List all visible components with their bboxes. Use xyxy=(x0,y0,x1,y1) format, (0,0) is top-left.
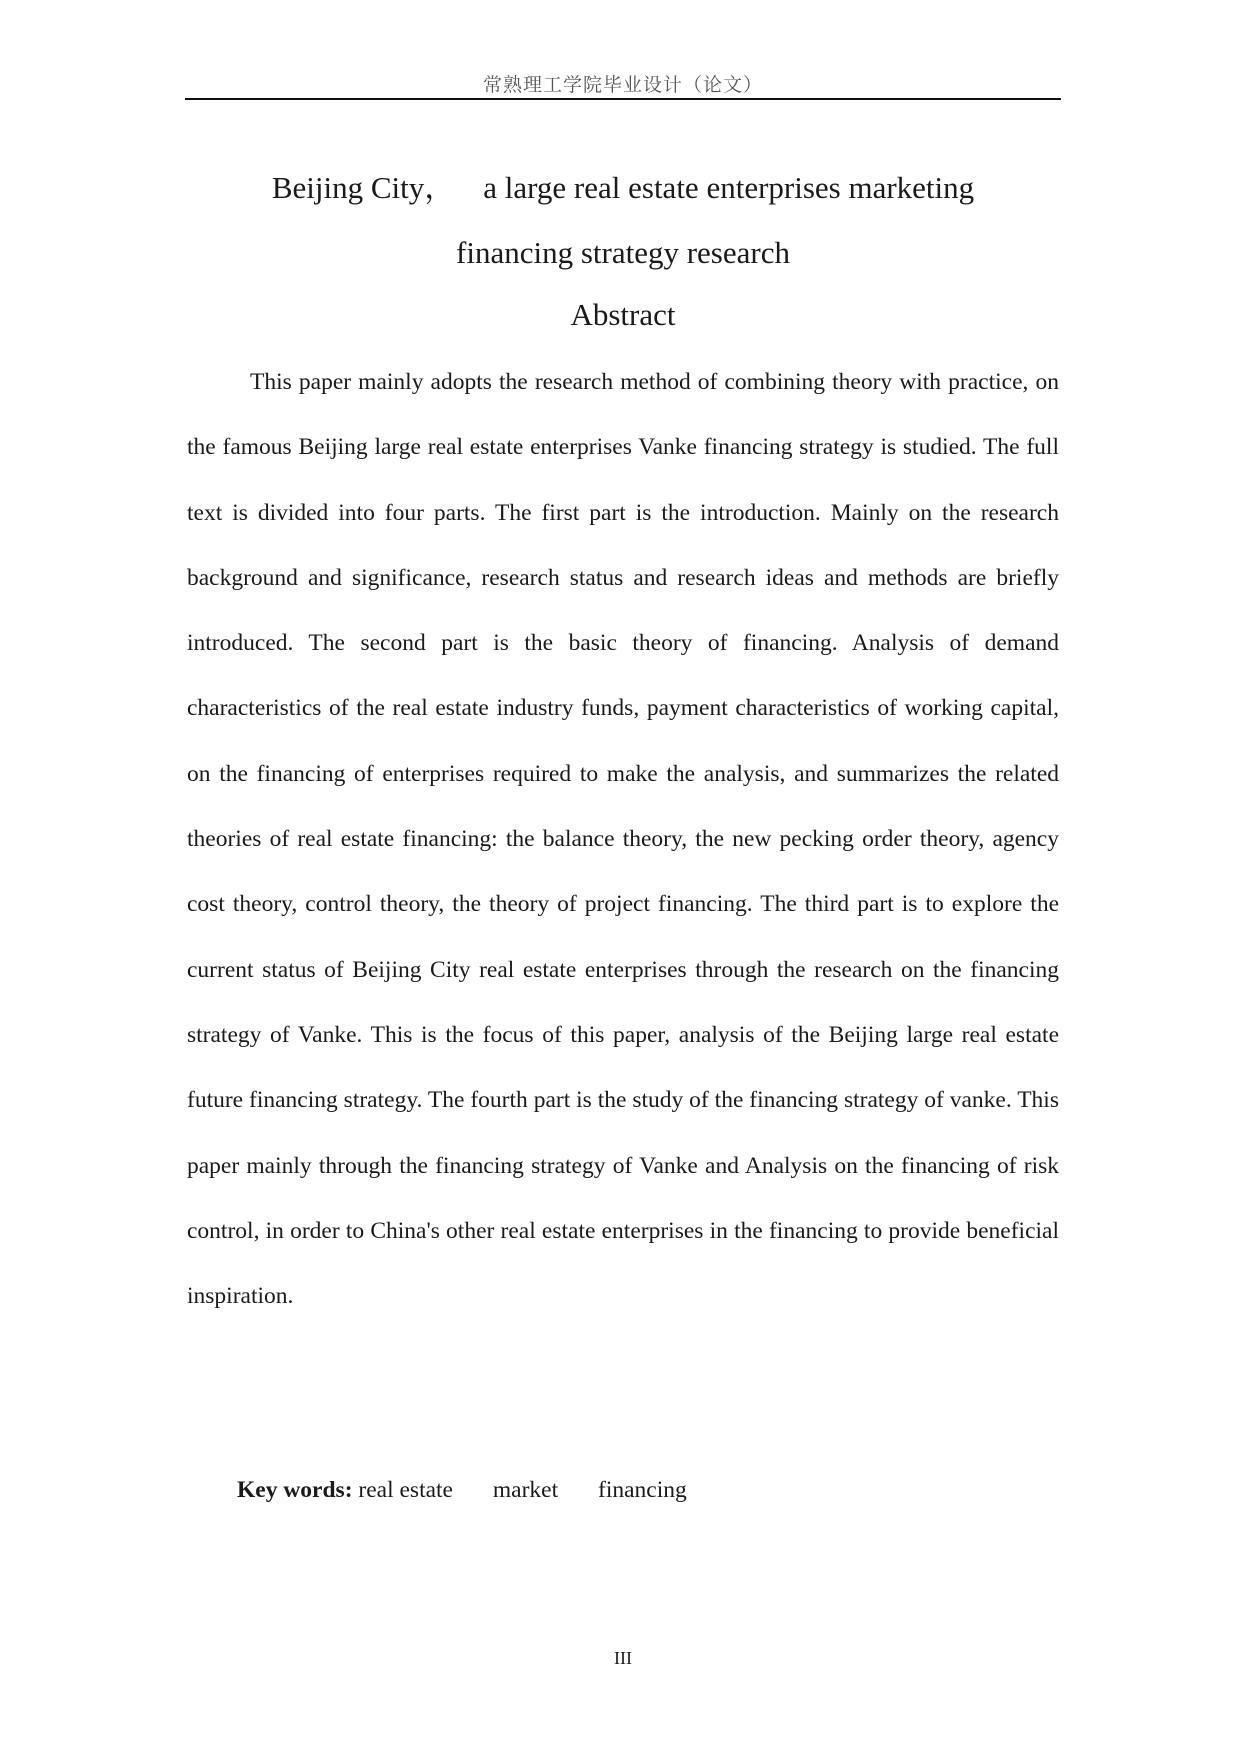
abstract-body: This paper mainly adopts the research method of combining theory with practice, on the famous Beijing large real estate enterprises Vanke financing strategy is studied. The full text is divided into four parts. The first part is the introduction. Mainly on the research background and significance, research status and research ideas and methods are briefly introduced. The second part is the basic theory of financing. Analysis of demand characteristics of the real estate industry funds, payment characteristics of working capital, on the financing of enterprises required to make the analysis, and summarizes the related theories of real estate financing: the balance theory, the new pecking order theory, agency cost theory, control theory, the theory of project financing. The third part is to explore the current status of Beijing City real estate enterprises through the research on the financing strategy of Vanke. This is the focus of this paper, analysis of the Beijing large real estate future financing strategy. The fourth part is the study of the financing strategy of vanke. This paper mainly through the financing strategy of Vanke and Analysis on the financing of risk control, in order to China's other real estate enterprises in the financing to provide beneficial inspiration. xyxy=(187,369,1059,1310)
abstract-heading: Abstract xyxy=(570,297,676,332)
page-number: III xyxy=(614,1648,632,1668)
keyword-item: financing xyxy=(598,1477,687,1503)
header-rule xyxy=(185,98,1061,100)
thesis-title xyxy=(185,155,1061,285)
running-header: 常熟理工学院毕业设计（论文） xyxy=(482,75,763,96)
keyword-item: market xyxy=(492,1477,559,1503)
title-line-1 xyxy=(185,155,1061,220)
keywords xyxy=(237,1470,687,1510)
keywords-label: Key words: xyxy=(237,1477,353,1503)
title-line-1-part-2: a large real estate enterprises marketing xyxy=(483,170,975,205)
title-line-1-part-1: Beijing City， xyxy=(271,170,456,205)
title-line-2: financing strategy research xyxy=(456,235,790,270)
keyword-item: real estate xyxy=(358,1477,453,1503)
